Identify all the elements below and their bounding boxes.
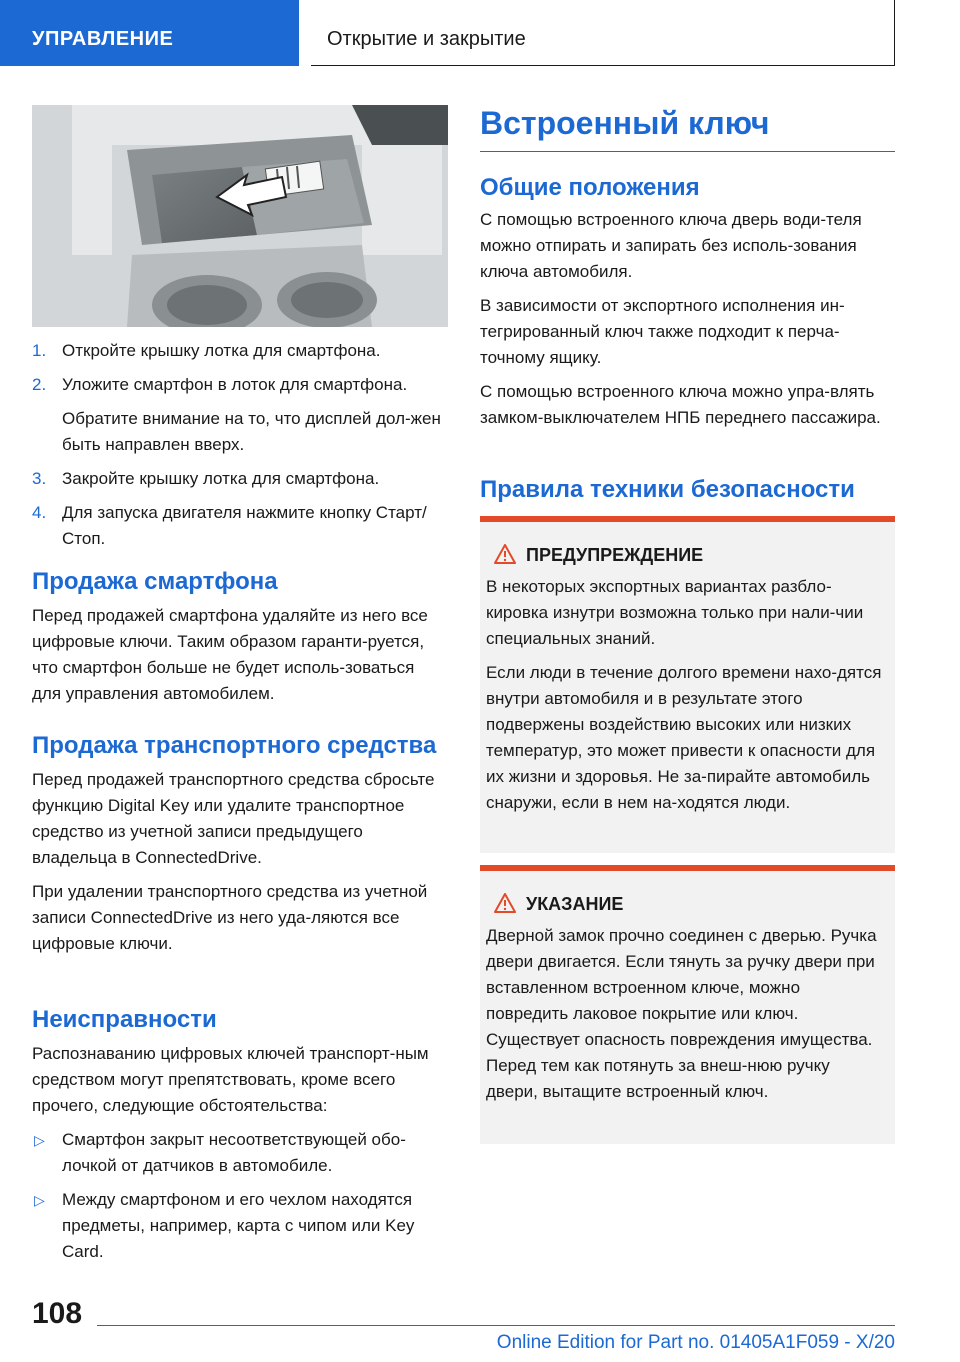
step-number: 1. — [32, 341, 47, 360]
faults-heading: Неисправности — [32, 1006, 217, 1033]
page-number: 108 — [32, 1297, 83, 1330]
sale-vehicle-section — [32, 730, 448, 965]
faults-section — [32, 1004, 448, 1273]
warning-title — [486, 542, 885, 568]
sale-vehicle-text-2: При удалении транспортного средства из учетной записи ConnectedDrive из него уда-ляются все цифровые ключи. — [32, 882, 428, 953]
fault-bullet-text: Между смартфоном и его чехлом находятся предметы, например, карта с чипом или Key Card. — [62, 1190, 415, 1261]
footer-divider — [97, 1325, 895, 1326]
chapter-title: Открытие и закрытие — [311, 0, 895, 66]
fault-bullet — [32, 1127, 448, 1179]
step-text: Для запуска двигателя нажмите кнопку Старт/Стоп. — [62, 503, 427, 548]
step-text: Закройте крышку лотка для смартфона. — [62, 469, 380, 488]
triangle-bullet-icon: ▷ — [34, 1132, 45, 1148]
builtin-key-heading: Встроенный ключ — [480, 103, 895, 152]
builtin-key-section — [480, 103, 895, 439]
section-tab[interactable]: УПРАВЛЕНИЕ — [0, 0, 299, 66]
footer-edition[interactable]: Online Edition for Part no. 01405A1F059 - X/20 — [496, 1332, 895, 1353]
step-text: Откройте крышку лотка для смартфона. — [62, 341, 381, 360]
step-item — [32, 338, 448, 364]
step-item — [32, 466, 448, 492]
triangle-bullet-icon: ▷ — [34, 1192, 45, 1208]
general-text-1: С помощью встроенного ключа дверь води-теля можно отпирать и запирать без исполь-зования ключа автомобиля. — [480, 210, 862, 281]
steps-list — [32, 338, 448, 560]
warning-triangle-icon — [494, 544, 516, 564]
step-number: 4. — [32, 503, 47, 522]
safety-section — [480, 474, 895, 505]
step-number: 3. — [32, 469, 47, 488]
fault-bullet — [32, 1187, 448, 1265]
step-note: Обратите внимание на то, что дисплей дол-жен быть направлен вверх. — [62, 409, 441, 454]
sale-phone-text: Перед продажей смартфона удаляйте из него все цифровые ключи. Таким образом гаранти-руется, что смартфон больше не будет исполь-зоваться для управления автомобилем. — [32, 606, 428, 703]
warning-text-2: Если люди в течение долгого времени нахо-дятся внутри автомобиля и в результате этого подвержены воздействию высоких или низких температур, это может привести к опасности для их жизни и здоровья. Не за-пирайте автомобиль снаружи, если в нем на-ходятся люди. — [486, 663, 882, 812]
step-text: Уложите смартфон в лоток для смартфона. — [62, 375, 408, 394]
notice-title-text: УКАЗАНИЕ — [526, 894, 624, 914]
safety-heading: Правила техники безопасности — [480, 476, 855, 503]
smartphone-tray-photo — [32, 105, 448, 327]
faults-text: Распознаванию цифровых ключей транспорт-ным средством могут препятствовать, кроме всего прочего, следующие обстоятельства: — [32, 1044, 429, 1115]
sale-phone-section — [32, 566, 448, 715]
general-text-2: В зависимости от экспортного исполнения ин-тегрированный ключ также подходит к перча-точному ящику. — [480, 296, 845, 367]
step-item — [32, 500, 448, 552]
general-text-3: С помощью встроенного ключа можно упра-влять замком-выключателем НПБ переднего пассажира. — [480, 382, 881, 427]
fault-bullet-text: Смартфон закрыт несоответствующей обо-лочкой от датчиков в автомобиле. — [62, 1130, 406, 1175]
warning-text-1: В некоторых экспортных вариантах разбло-кировка изнутри возможна только при нали-чии специальных знаний. — [486, 577, 864, 648]
warning-box — [480, 516, 895, 853]
general-heading: Общие положения — [480, 174, 700, 201]
sale-phone-heading: Продажа смартфона — [32, 568, 278, 595]
step-item — [32, 372, 448, 458]
warning-title-text: ПРЕДУПРЕЖДЕНИЕ — [526, 545, 704, 565]
notice-box — [480, 865, 895, 1144]
sale-vehicle-heading: Продажа транспортного средства — [32, 732, 437, 759]
warning-triangle-icon — [494, 893, 516, 913]
sale-vehicle-text-1: Перед продажей транспортного средства сбросьте функцию Digital Key или удалите транспортное средство из учетной записи предыдущего владельца в ConnectedDrive. — [32, 770, 435, 867]
step-number: 2. — [32, 375, 47, 394]
notice-title — [486, 891, 885, 917]
notice-text-1: Дверной замок прочно соединен с дверью. Ручка двери двигается. Если тянуть за ручку двери при вставленном встроенном ключе, можно повредить лаковое покрытие или ключ. Существует опасность повреждения имущества. Перед тем как потянуть за внеш-нюю ручку двери, вытащите встроенный ключ. — [486, 926, 877, 1101]
